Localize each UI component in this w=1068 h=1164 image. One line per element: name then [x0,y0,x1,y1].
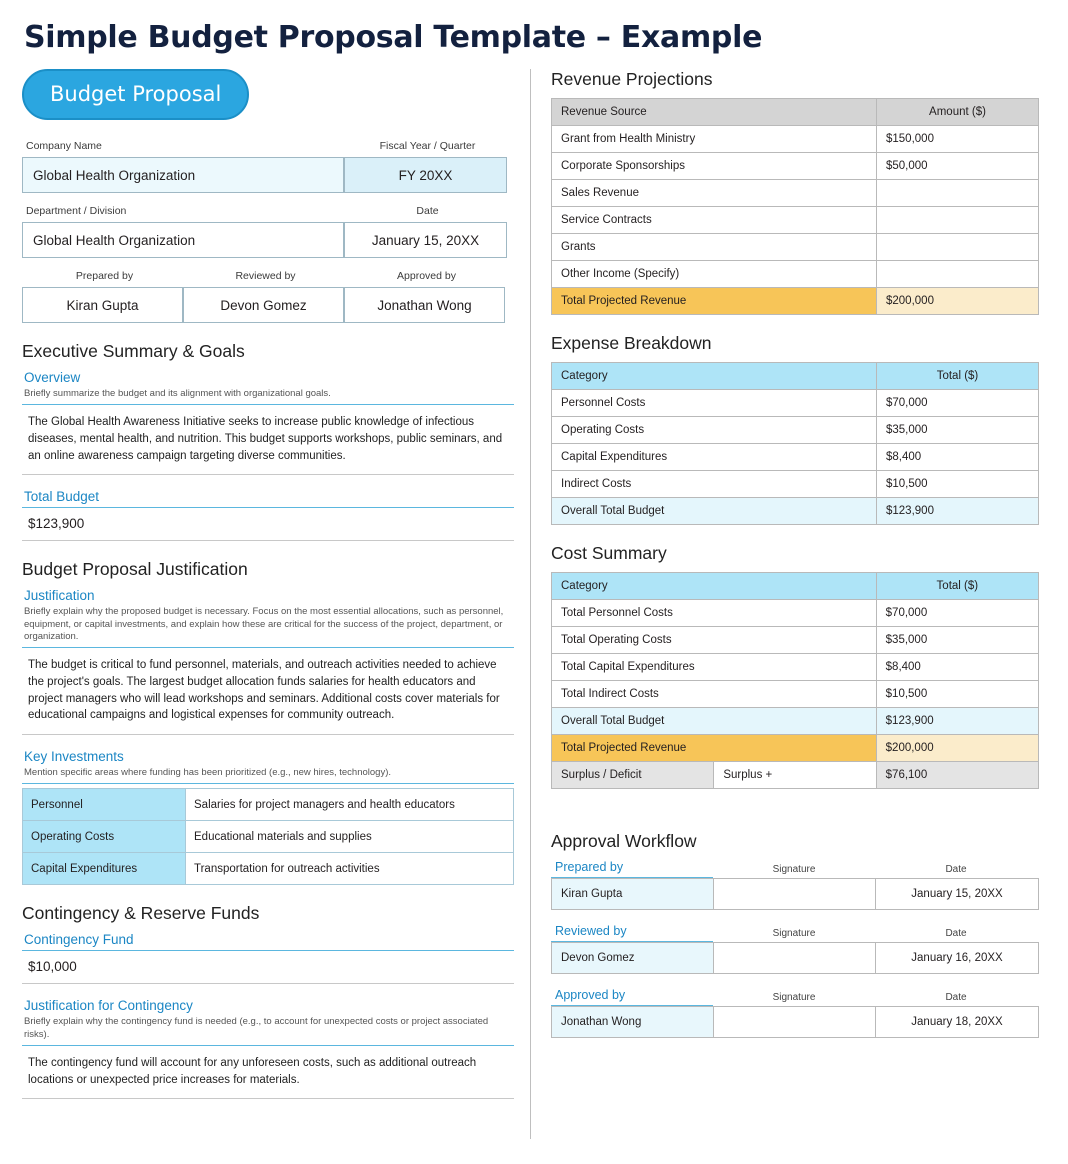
approved-by-label: Approved by [397,270,456,282]
department-value[interactable]: Global Health Organization [22,222,344,258]
expense-total-value: $123,900 [877,498,1039,525]
table-row [552,444,1039,471]
contingency-fund-value: $10,000 [22,951,514,984]
approval-role-label: Reviewed by [551,924,713,942]
expense-breakdown-table [551,362,1039,525]
expense-breakdown-heading: Expense Breakdown [551,333,712,353]
surplus-label: Surplus / Deficit [552,762,714,789]
revenue-source-cell: Other Income (Specify) [552,261,877,288]
cost-total-cell: $10,500 [876,681,1038,708]
cost-category-cell: Total Capital Expenditures [552,654,877,681]
revenue-total-value: $200,000 [877,288,1039,315]
fiscal-year-value[interactable]: FY 20XX [344,157,507,193]
table-row [552,471,1039,498]
contingency-heading: Contingency & Reserve Funds [22,903,260,924]
table-row [552,207,1039,234]
expense-category-header: Category [552,363,877,390]
date-value[interactable]: January 15, 20XX [344,222,507,258]
company-fiscal-row [22,157,514,193]
table-row-total [552,708,1039,735]
surplus-type: Surplus + [714,762,876,789]
cost-summary-heading: Cost Summary [551,543,667,563]
executive-summary-heading: Executive Summary & Goals [22,341,245,361]
expense-category-cell: Personnel Costs [552,390,877,417]
approval-name: Kiran Gupta [552,879,714,910]
table-row [552,943,1039,974]
cost-total-cell: $70,000 [876,600,1038,627]
justification-hint: Briefly explain why the proposed budget is necessary. Focus on the most essential allocations, such as personnel, equipment, or capital investments, and explain how these are critical for the success of the project, department, or organization. [24,606,504,643]
revenue-source-cell: Sales Revenue [552,180,877,207]
contingency-justification-hint: Briefly explain why the contingency fund is needed (e.g., to account for unexpected costs or project associated risks). [24,1016,489,1040]
prepared-by-label: Prepared by [75,270,134,282]
approval-role-label: Approved by [551,988,713,1006]
table-row [552,879,1039,910]
spacer [22,475,514,485]
date-label: Date [945,864,967,875]
revenue-projections-table [551,98,1039,315]
cost-revenue-label: Total Projected Revenue [552,735,877,762]
cost-summary-table [551,572,1039,789]
table-row-surplus [552,762,1039,789]
spacer [22,984,514,994]
approval-row-reviewed [551,924,1039,974]
table-row-total [552,498,1039,525]
approval-header [551,988,1039,1006]
revenue-source-cell: Corporate Sponsorships [552,153,877,180]
total-budget-value: $123,900 [22,508,514,541]
approval-header [551,860,1039,878]
table-row [552,417,1039,444]
expense-total-cell: $35,000 [877,417,1039,444]
revenue-source-cell: Service Contracts [552,207,877,234]
expense-total-cell: $70,000 [877,390,1039,417]
table-row [552,654,1039,681]
key-investment-detail: Transportation for outreach activities [186,853,514,885]
date-label: Date [945,992,967,1003]
expense-total-label: Overall Total Budget [552,498,877,525]
page-title: Simple Budget Proposal Template – Example [24,20,763,55]
table-row [552,627,1039,654]
fiscal-year-label: Fiscal Year / Quarter [379,140,476,152]
date-label: Date [416,205,439,217]
approval-table [551,878,1039,910]
revenue-amount-cell: $50,000 [877,153,1039,180]
table-row [23,853,514,885]
table-row-total [552,735,1039,762]
key-investment-detail: Educational materials and supplies [186,821,514,853]
signature-label: Signature [772,864,816,875]
company-name-value[interactable]: Global Health Organization [22,157,344,193]
revenue-total-label: Total Projected Revenue [552,288,877,315]
table-row [552,234,1039,261]
table-row [552,390,1039,417]
department-date-labels [22,205,514,220]
overview-text: The Global Health Awareness Initiative seeks to increase public knowledge of infectious diseases, mental health, and nutrition. This budget supports workshops, public seminars, and an online awareness campaign targeting diverse communities. [22,405,514,475]
department-label: Department / Division [26,205,127,217]
approval-date: January 15, 20XX [876,879,1039,910]
spacer [22,735,514,745]
cost-category-header: Category [552,573,877,600]
approval-table [551,942,1039,974]
two-column-layout [22,69,1048,1139]
approval-signature-cell[interactable] [714,943,876,974]
cost-total-header: Total ($) [876,573,1038,600]
table-row [552,681,1039,708]
table-row [552,1007,1039,1038]
cost-total-cell: $8,400 [876,654,1038,681]
key-investment-category: Personnel [23,789,186,821]
table-header-row [552,363,1039,390]
revenue-amount-cell [877,261,1039,288]
total-budget-label: Total Budget [24,489,100,505]
revenue-amount-cell: $150,000 [877,126,1039,153]
key-investments-label: Key Investments [24,749,124,765]
approval-name: Devon Gomez [552,943,714,974]
table-header-row [552,99,1039,126]
contingency-fund-label: Contingency Fund [24,932,134,948]
revenue-amount-cell [877,234,1039,261]
signoff-row [22,287,514,323]
cost-category-cell: Total Operating Costs [552,627,877,654]
table-row [23,789,514,821]
spacer [551,789,1039,813]
reviewed-by-value[interactable]: Devon Gomez [183,287,344,323]
prepared-by-value[interactable]: Kiran Gupta [22,287,183,323]
column-divider [530,69,531,1139]
signoff-group [22,270,514,323]
contingency-justification-label: Justification for Contingency [24,998,193,1014]
expense-category-cell: Indirect Costs [552,471,877,498]
expense-total-cell: $8,400 [877,444,1039,471]
signoff-labels [22,270,514,285]
surplus-value: $76,100 [876,762,1038,789]
overview-label: Overview [24,370,81,385]
cost-total-cell: $35,000 [876,627,1038,654]
key-investment-detail: Salaries for project managers and health educators [186,789,514,821]
revenue-amount-cell [877,180,1039,207]
cost-revenue-value: $200,000 [876,735,1038,762]
left-column [22,69,530,1099]
contingency-justification-text: The contingency fund will account for any unforeseen costs, such as additional outreach locations or unexpected price increases for materials. [22,1046,514,1099]
table-row [552,180,1039,207]
revenue-source-cell: Grants [552,234,877,261]
approval-name: Jonathan Wong [552,1007,714,1038]
approval-header [551,924,1039,942]
approved-by-value[interactable]: Jonathan Wong [344,287,505,323]
approval-role-label: Prepared by [551,860,713,878]
reviewed-by-label: Reviewed by [235,270,296,282]
approval-signature-cell[interactable] [714,879,876,910]
cost-overall-value: $123,900 [876,708,1038,735]
revenue-source-header: Revenue Source [552,99,877,126]
justification-text: The budget is critical to fund personnel, materials, and outreach activities needed to achieve the project's goals. The largest budget allocation funds salaries for health educators and project managers who will lead workshops and seminars. Additional costs cover materials for educational campaigns and logistical expenses for community outreach. [22,648,514,735]
key-investment-category: Capital Expenditures [23,853,186,885]
table-row [552,153,1039,180]
table-row [552,261,1039,288]
cost-category-cell: Total Indirect Costs [552,681,877,708]
approval-table [551,1006,1039,1038]
budget-proposal-badge: Budget Proposal [22,69,249,120]
revenue-projections-heading: Revenue Projections [551,69,713,89]
revenue-amount-header: Amount ($) [877,99,1039,126]
signature-label: Signature [772,928,816,939]
key-investments-hint: Mention specific areas where funding has been prioritized (e.g., new hires, technology). [24,767,392,779]
revenue-amount-cell [877,207,1039,234]
justification-heading: Budget Proposal Justification [22,559,248,580]
department-date-row [22,222,514,258]
cost-category-cell: Total Personnel Costs [552,600,877,627]
expense-category-cell: Capital Expenditures [552,444,877,471]
table-row [23,821,514,853]
key-investments-table [22,788,514,885]
right-column [551,69,1039,1052]
table-row [552,126,1039,153]
approval-signature-cell[interactable] [714,1007,876,1038]
table-header-row [552,573,1039,600]
approval-row-prepared [551,860,1039,910]
company-name-label: Company Name [26,140,102,152]
overview-hint: Briefly summarize the budget and its alignment with organizational goals. [24,388,331,399]
company-fiscal-group [22,140,514,193]
approval-date: January 16, 20XX [876,943,1039,974]
signature-label: Signature [772,992,816,1003]
approval-row-approved [551,988,1039,1038]
approval-date: January 18, 20XX [876,1007,1039,1038]
expense-total-header: Total ($) [877,363,1039,390]
expense-total-cell: $10,500 [877,471,1039,498]
expense-category-cell: Operating Costs [552,417,877,444]
table-row [552,600,1039,627]
justification-label: Justification [24,588,95,604]
cost-overall-label: Overall Total Budget [552,708,877,735]
revenue-source-cell: Grant from Health Ministry [552,126,877,153]
approval-workflow-heading: Approval Workflow [551,831,697,851]
date-label: Date [945,928,967,939]
key-investments-rule [22,783,514,784]
table-row-total [552,288,1039,315]
key-investment-category: Operating Costs [23,821,186,853]
company-fiscal-labels [22,140,514,155]
department-date-group [22,205,514,258]
